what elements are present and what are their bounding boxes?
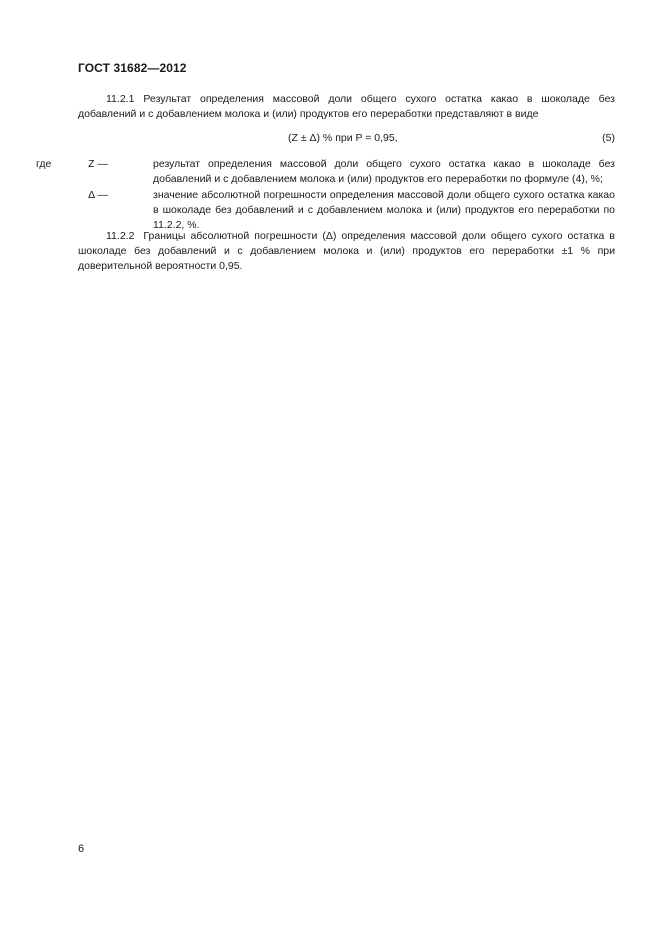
formula-5: [78, 131, 615, 146]
formula-expression: (Z ± Δ) % при P = 0,95,: [288, 132, 398, 144]
where-symbol: Δ —: [88, 189, 108, 201]
where-definition: результат определения массовой доли общего сухого остатка какао в шоколаде без добавлений и с добавлением молока и (или) продуктов его переработки по формуле (4), %;: [153, 158, 615, 185]
clause-number: 11.2.1: [106, 93, 135, 105]
document-header: ГОСТ 31682—2012: [78, 61, 187, 75]
clause-text: Результат определения массовой доли общего сухого остатка какао в шоколаде без добавлений и с добавлением молока и (или) продуктов его переработки представляют в виде: [78, 93, 615, 120]
clause-number: 11.2.2: [106, 230, 135, 242]
where-item-delta: [78, 188, 615, 233]
where-lead: где: [36, 158, 52, 170]
where-symbol: Z —: [88, 158, 108, 170]
where-definition: значение абсолютной погрешности определения массовой доли общего сухого остатка какао в шоколаде без добавлений и с добавлением молока и (или) продуктов его переработки по 11.2.2, %.: [153, 189, 615, 231]
formula-number: (5): [602, 132, 615, 144]
page-number: 6: [78, 843, 85, 855]
clause-text: Границы абсолютной погрешности (Δ) определения массовой доли общего сухого остатка в шоколаде без добавлений и с добавлением молока и (или) продуктов его переработки ±1 % при доверительной вероятности 0,95.: [78, 230, 615, 272]
clause-11-2-2: [78, 229, 615, 274]
clause-11-2-1: [78, 92, 615, 122]
where-item-z: [36, 157, 615, 187]
